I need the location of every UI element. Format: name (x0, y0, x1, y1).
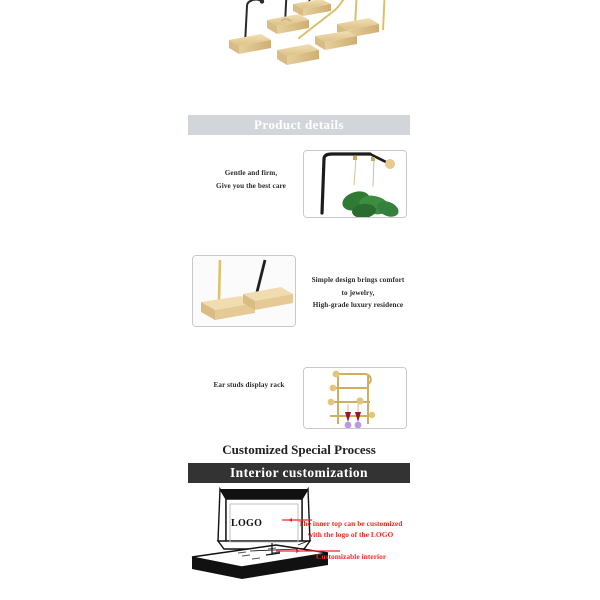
product-details-banner: Product details (188, 115, 410, 135)
detail-caption-1 (190, 167, 312, 192)
annotation-inner-top (288, 518, 413, 541)
detail-photo-1 (303, 150, 407, 218)
hero-product-photo (195, 0, 410, 93)
hero-product-illustration (195, 0, 410, 93)
detail-photo-1-illustration (304, 151, 406, 217)
box-logo-label: LOGO (231, 518, 263, 529)
detail-caption-2-line-3: High-grade luxury residence (312, 301, 404, 310)
detail-photo-2-illustration (193, 256, 295, 326)
interior-customization-banner: Interior customization (188, 463, 410, 483)
annotation-inner-top-line-2: with the logo of the LOGO (307, 530, 394, 540)
detail-caption-2 (297, 274, 419, 312)
detail-caption-3 (190, 379, 308, 392)
detail-caption-2-line-1: Simple design brings comfort (311, 276, 405, 284)
detail-caption-3-line-1: Ear studs display rack (213, 381, 285, 389)
annotation-customizable-interior: Customizable interior (316, 552, 387, 561)
detail-photo-3 (303, 367, 407, 429)
detail-photo-3-illustration (304, 368, 406, 428)
detail-caption-1-line-2: Give you the best care (216, 181, 286, 190)
annotation-inner-top-line-1: The inner top can be customized (298, 519, 403, 528)
detail-photo-2 (192, 255, 296, 327)
customized-special-process-heading: Customized Special Process (222, 442, 376, 457)
detail-caption-1-line-1: Gentle and firm, (224, 169, 278, 177)
detail-caption-2-line-2: to jewelry, (341, 288, 375, 297)
